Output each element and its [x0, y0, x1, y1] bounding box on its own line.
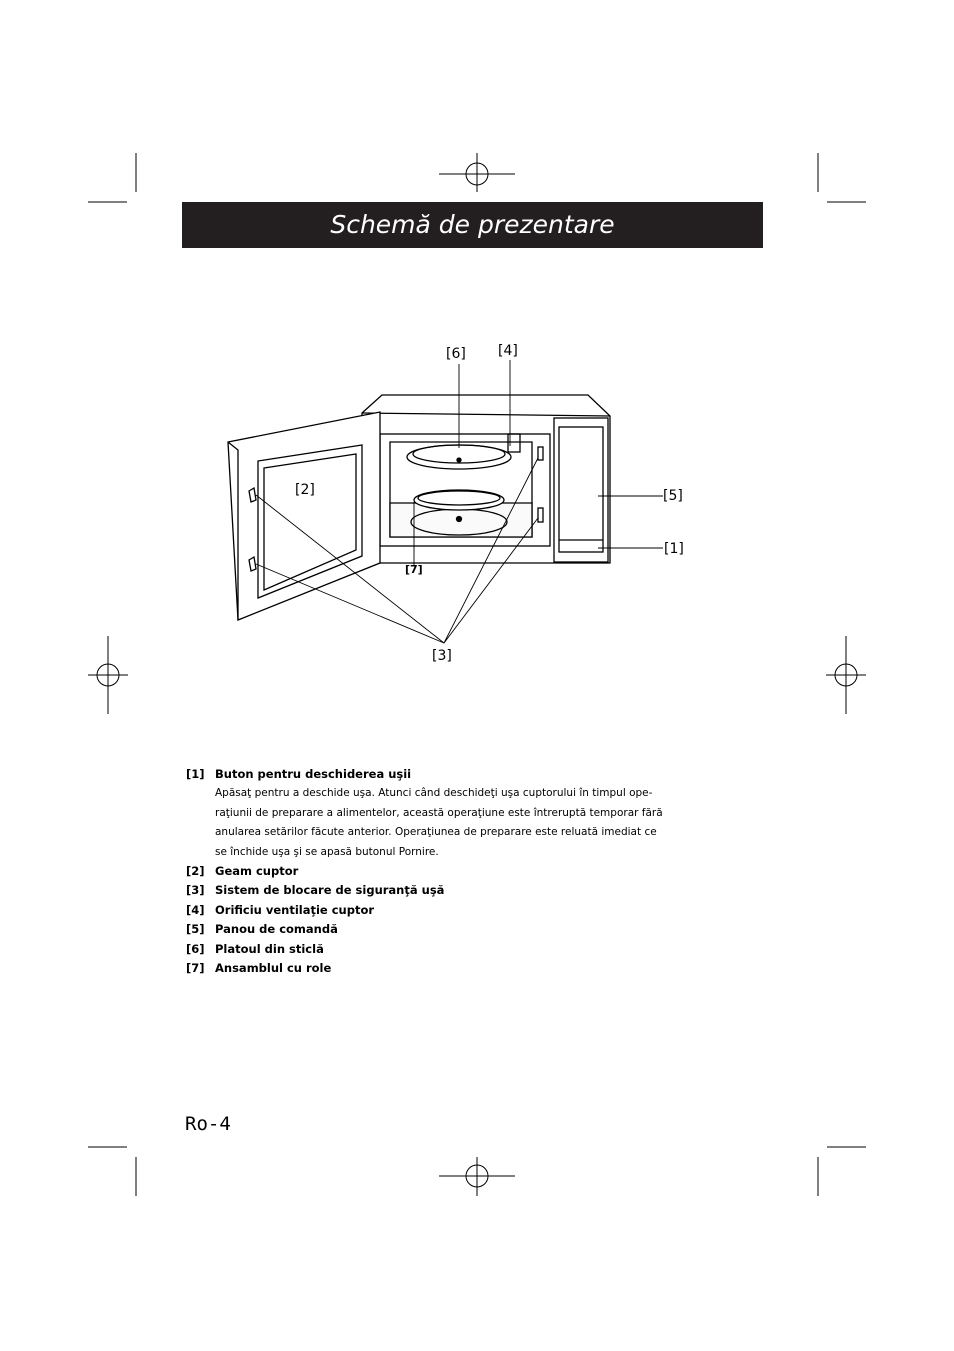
callout-1: [1]	[664, 541, 684, 557]
page-number: Ro-4	[185, 1113, 231, 1135]
title-banner	[182, 202, 763, 248]
parts-legend	[186, 765, 706, 978]
door-hook-lower	[249, 557, 256, 571]
legend-item-1-description: Apăsaţ pentru a deschide uşa. Atunci când deschideţi uşa cuptorului în timpul ope- raţiunii de preparare a alimentelor, această operaţiune este întreruptă temporar fără anularea setărilor făcute anterior. Operaţiunea de preparare este reluată imediat ce se închide uşa şi se apasă butonul Pornire.	[215, 787, 663, 858]
callout-4: [4]	[498, 343, 518, 359]
legend-item-6: [6] Platoul din sticlă	[186, 941, 324, 956]
microwave-illustration	[220, 330, 700, 680]
legend-item-7: [7] Ansamblul cu role	[186, 961, 332, 976]
legend-item-3: [3] Sistem de blocare de siguranţă uşă	[186, 883, 445, 898]
callout-6: [6]	[446, 346, 466, 362]
oven-door	[228, 412, 380, 620]
microwave-diagram	[220, 330, 700, 684]
legend-item-4: [4] Orificiu ventilaţie cuptor	[186, 902, 375, 917]
legend-item-1: [1] Buton pentru deschiderea uşii	[186, 767, 412, 781]
legend-item-2: [2] Geam cuptor	[186, 864, 299, 879]
callout-7: [7]	[405, 563, 423, 576]
door-hook-upper	[249, 488, 256, 502]
callout-3: [3]	[432, 648, 452, 664]
callout-5: [5]	[663, 488, 683, 504]
legend-item-5: [5] Panou de comandă	[186, 922, 338, 937]
page-title: Schemă de prezentare	[330, 210, 615, 239]
callout-2: [2]	[295, 482, 315, 498]
